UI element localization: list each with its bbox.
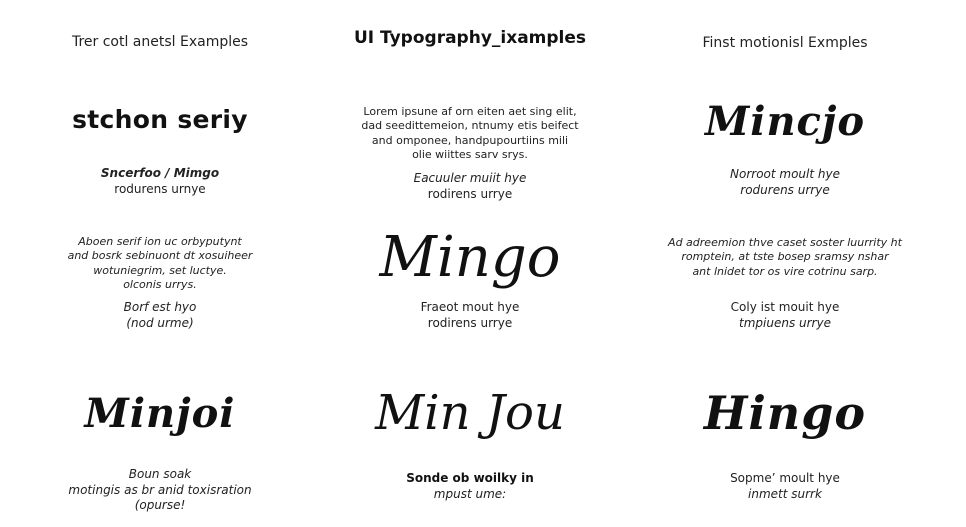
specimen-script-large: Mingo: [379, 225, 561, 290]
caption-line: Norroot moult hye: [730, 167, 840, 181]
specimen-script-r3-center: Min Jou: [375, 385, 565, 441]
caption-line: rodurens urrye: [740, 182, 830, 197]
caption-r3-left: [30, 467, 290, 514]
caption-line: (nod urme): [126, 315, 194, 330]
paragraph-line: and omponee, handpupourtiins mili: [371, 133, 569, 147]
paragraph-line: Aboen serif ion uc orbyputynt: [78, 235, 242, 248]
caption-line: Borf est hyo: [123, 300, 197, 314]
caption-r2-center: [340, 300, 600, 331]
paragraph-line: ant lnidet tor os vire cotrinu sarp.: [692, 264, 878, 278]
caption-line: Boun soak: [128, 467, 192, 481]
caption-line: mpust ume:: [433, 486, 507, 501]
specimen-script-r3-left: Minjoi: [84, 390, 236, 437]
paragraph-line: romptein, at tste bosep sramsy nshar: [681, 250, 889, 264]
header-right: Finst motionisl Exmples: [702, 35, 868, 51]
caption-r2-left: [30, 300, 290, 331]
specimen-script-bold: Mincjo: [704, 98, 866, 145]
paragraph-r1-center: [340, 105, 600, 162]
caption-r1-center: [340, 171, 600, 202]
caption-line: Sonde ob woilky in: [406, 471, 534, 485]
caption-line: Eacuuler muiit hye: [413, 171, 527, 185]
paragraph-r2-right: [655, 236, 915, 279]
caption-r3-center: [340, 471, 600, 502]
caption-r1-right: [655, 167, 915, 198]
caption-line: tmpiuens urrye: [739, 315, 831, 330]
caption-line: Fraeot mout hye: [420, 300, 520, 314]
caption-line: rodirens urrye: [427, 186, 513, 201]
caption-line: Sopme’ moult hye: [730, 471, 840, 485]
paragraph-line: and bosrk sebinuont dt xosuiheer: [67, 249, 253, 263]
caption-line: motingis as br anid toxisration: [68, 482, 252, 497]
caption-line: rodurens urnye: [114, 181, 206, 196]
caption-r2-right: [655, 300, 915, 331]
caption-r1-left: [30, 166, 290, 197]
caption-r3-right: [655, 471, 915, 502]
caption-line: Sncerfoo / Mimgo: [100, 166, 220, 180]
paragraph-line: dad seedittemeion, ntnumy etis beifect: [361, 119, 579, 133]
caption-line: (opurse!: [134, 498, 186, 513]
paragraph-line: olconis urrys.: [123, 277, 197, 291]
paragraph-line: olie wiittes sarv srys.: [412, 147, 528, 161]
caption-line: inmett surrk: [748, 486, 822, 501]
specimen-script-r3-right: Hingo: [703, 386, 867, 440]
caption-line: Coly ist mouit hye: [730, 300, 840, 314]
header-left: Trer cotl anetsl Examples: [71, 34, 249, 50]
caption-line: rodirens urrye: [427, 315, 513, 330]
paragraph-line: Lorem ipsune af orn eiten aet sing elit,: [363, 105, 577, 118]
specimen-sans-serif: stchon seriy: [72, 105, 248, 134]
paragraph-line: Ad adreemion thve caset soster luurrity ht: [668, 236, 902, 249]
page-title: UI Typography_ixamples: [353, 28, 587, 48]
paragraph-line: wotuniegrim, set luctye.: [93, 263, 227, 277]
paragraph-r2-left: [30, 235, 290, 292]
